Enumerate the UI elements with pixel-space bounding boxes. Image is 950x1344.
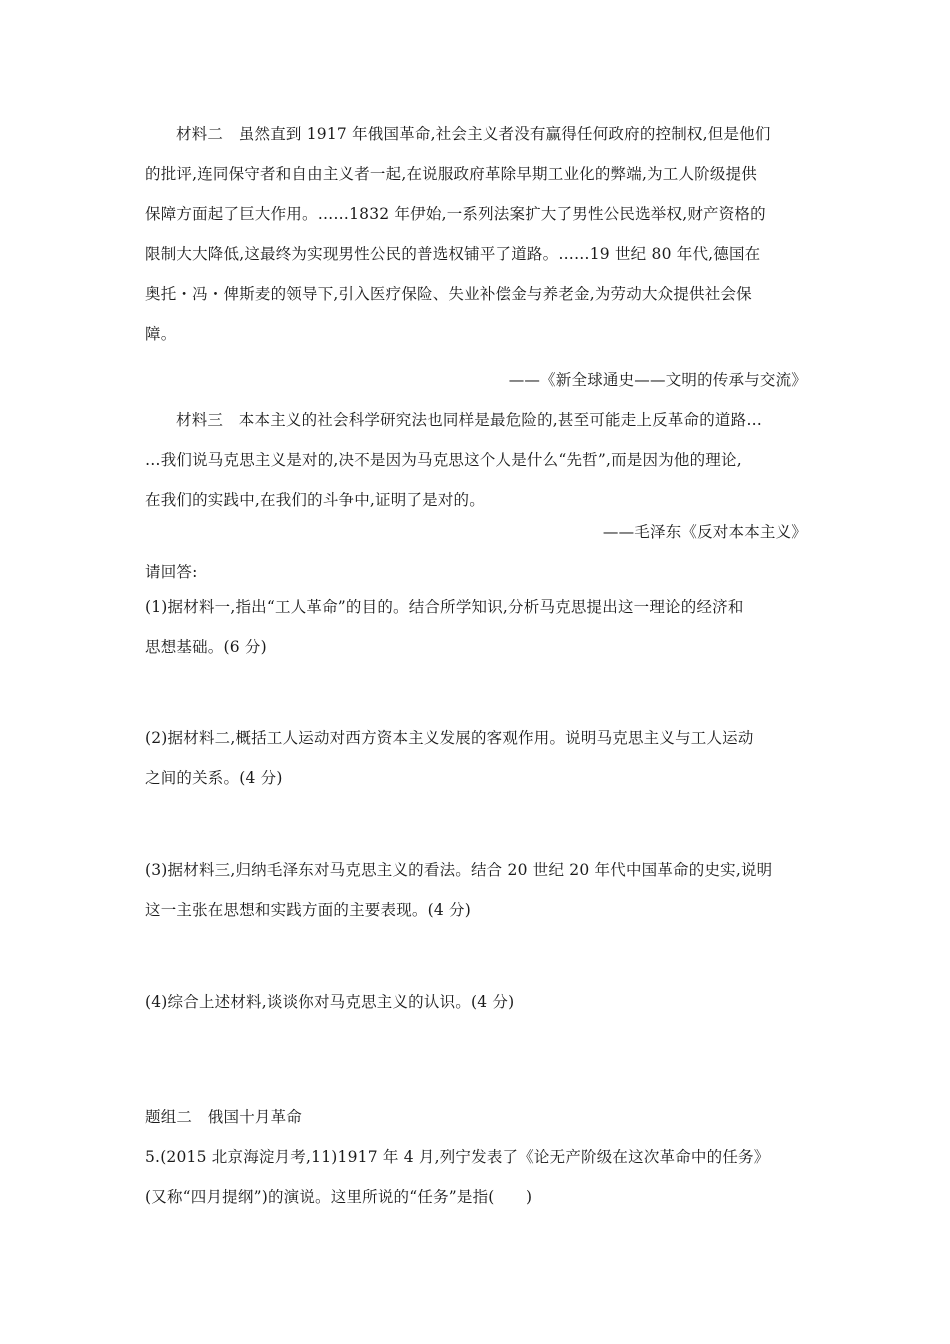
section-title: 题组二 俄国十月革命 xyxy=(145,1108,303,1126)
question-line: (4)综合上述材料,谈谈你对马克思主义的认识。(4 分) xyxy=(145,993,515,1011)
text-line: 在我们的实践中,在我们的斗争中,证明了是对的。 xyxy=(145,491,485,509)
source-citation: ——《新全球通史——文明的传承与交流》 xyxy=(508,371,807,389)
question-line: 之间的关系。(4 分) xyxy=(145,769,283,787)
question-line: (2)据材料二,概括工人运动对西方资本主义发展的客观作用。说明马克思主义与工人运动 xyxy=(145,729,754,747)
question-line: 5.(2015 北京海淀月考,11)1917 年 4 月,列宁发表了《论无产阶级在这次革命中的任务》 xyxy=(145,1148,770,1166)
text-line: 材料二 虽然直到 1917 年俄国革命,社会主义者没有赢得任何政府的控制权,但是他们 xyxy=(176,125,771,143)
question-line: 这一主张在思想和实践方面的主要表现。(4 分) xyxy=(145,901,471,919)
question-line: (又称“四月提纲”)的演说。这里所说的“任务”是指( ) xyxy=(145,1188,533,1206)
text-line: …我们说马克思主义是对的,决不是因为马克思这个人是什么“先哲”,而是因为他的理论, xyxy=(145,451,742,469)
question-line: (3)据材料三,归纳毛泽东对马克思主义的看法。结合 20 世纪 20 年代中国革命的史实,说明 xyxy=(145,861,773,879)
text-line: 奥托・冯・俾斯麦的领导下,引入医疗保险、失业补偿金与养老金,为劳动大众提供社会保 xyxy=(145,285,752,303)
source-citation: ——毛泽东《反对本本主义》 xyxy=(602,523,807,541)
text-line: 的批评,连同保守者和自由主义者一起,在说服政府革除早期工业化的弊端,为工人阶级提供 xyxy=(145,165,757,183)
question-line: (1)据材料一,指出“工人革命”的目的。结合所学知识,分析马克思提出这一理论的经济和 xyxy=(145,598,744,616)
text-line: 限制大大降低,这最终为实现男性公民的普选权铺平了道路。……19 世纪 80 年代,德国在 xyxy=(145,245,761,263)
question-line: 思想基础。(6 分) xyxy=(145,638,267,656)
answer-prompt: 请回答: xyxy=(145,563,198,581)
text-line: 障。 xyxy=(145,325,177,343)
text-line: 材料三 本本主义的社会科学研究法也同样是最危险的,甚至可能走上反革命的道路… xyxy=(176,411,763,429)
text-line: 保障方面起了巨大作用。……1832 年伊始,一系列法案扩大了男性公民选举权,财产资格的 xyxy=(145,205,766,223)
